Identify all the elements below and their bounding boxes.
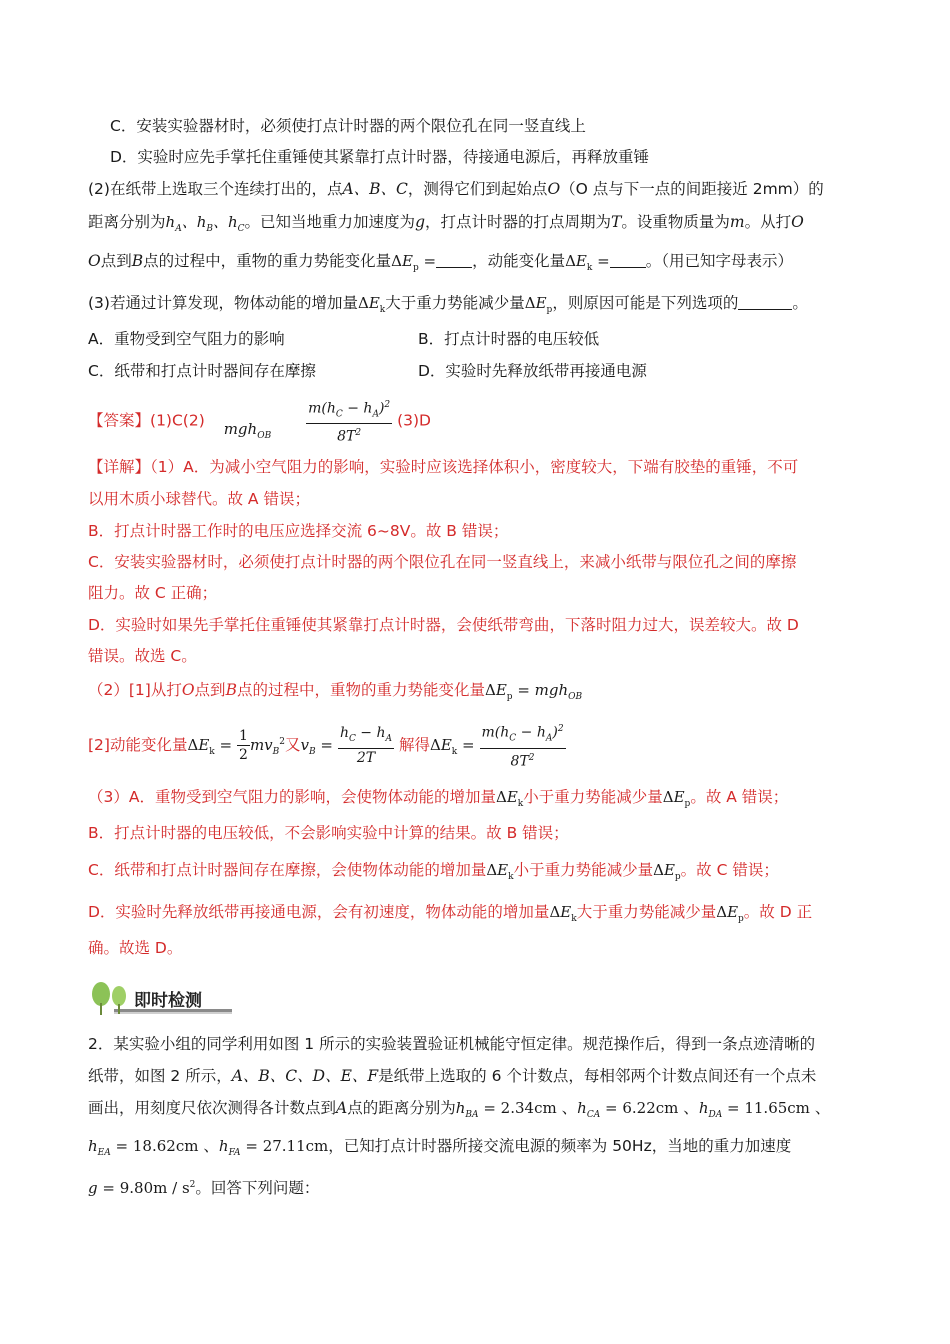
q3-option-d: D．实验时先释放纸带再接通电源: [418, 362, 647, 380]
q3-option-c: C．纸带和打点计时器间存在摩擦: [88, 362, 316, 380]
blank-ek: [610, 253, 646, 268]
option-d: D．实验时应先手掌托住重锤使其紧靠打点计时器，待接通电源后，再释放重锤: [110, 148, 649, 166]
question-2-line-2: 距离分别为$h_A$、$h_B$、$h_C$。已知当地重力加速度为g，打点计时器的打点周期为T。设重物质量为m。从打O: [88, 213, 804, 234]
detail-ek-formula: $\frac{m(h_C - h_A)^2}{8T^2}$: [480, 720, 566, 770]
option-c: C．安装实验器材时，必须使打点计时器的两个限位孔在同一竖直线上: [110, 117, 586, 135]
answer-label: 【答案】: [88, 411, 151, 430]
detail-line-7: 错误。故选 C。: [88, 647, 197, 665]
detail-line-1: 【详解】（1）A．为减小空气阻力的影响，实验时应该选择体积小，密度较大，下端有胶垫的重锤，不可: [88, 458, 799, 476]
q3-option-b: B．打点计时器的电压较低: [418, 330, 600, 348]
detail-line-13: D．实验时先释放纸带再接通电源，会有初速度，物体动能的增加量$\Delta E_k$大于重力势能减少量$\Delta E_p$。故 D 正: [88, 903, 813, 924]
detail-line-9: [2]动能变化量$\Delta E_k$ = $\frac{1}{2}$ $mv_B^2$又$v_B$ = $\frac{h_C - h_A}{2T}$ 解得$\Delta E_k$ = $\frac{m(h_C - h_A)^2}{8T^2}$: [88, 720, 566, 774]
detail-line-2: 以用木质小球替代。故 A 错误；: [88, 490, 310, 508]
q3-option-a: A．重物受到空气阻力的影响: [88, 330, 285, 348]
blank-ep: [436, 253, 472, 268]
detail-line-12: C．纸带和打点计时器间存在摩擦，会使物体动能的增加量$\Delta E_k$小于重力势能减少量$\Delta E_p$。故 C 错误；: [88, 861, 779, 882]
question-2-line-1: (2)在纸带上选取三个连续打出的，点A、B、C，测得它们到起始点O（O 点与下一点的间距接近 2mm）的: [88, 180, 824, 198]
question-2-line-3: O点到B点的过程中，重物的重力势能变化量$\Delta E_p$ = ，动能变化量$\Delta E_k$ = 。（用已知字母表示）: [88, 252, 793, 273]
section-badge-label: 即时检测: [134, 991, 202, 1011]
detail-label: 【详解】: [88, 458, 151, 476]
detail-line-11: B．打点计时器的电压较低，不会影响实验中计算的结果。故 B 错误；: [88, 824, 569, 842]
answer-ek-formula: $\frac{m(h_C - h_A)^2}{8T^2}$: [306, 396, 392, 446]
q2-line-1: 2．某实验小组的同学利用如图 1 所示的实验装置验证机械能守恒定律。规范操作后，得到一条点迹清晰的: [88, 1035, 816, 1053]
detail-line-3: B．打点计时器工作时的电压应选择交流 6~8V。故 B 错误；: [88, 522, 509, 540]
q2-line-3: 画出，用刻度尺依次测得各计数点到A点的距离分别为$h_{BA} = 2.34cm$ 、$h_{CA} = 6.22cm$ 、$h_{DA} = 11.65cm$ 、: [88, 1099, 831, 1120]
q2-line-2: 纸带，如图 2 所示，A、B、C、D、E、F是纸带上选取的 6 个计数点，每相邻两个计数点间还有一个点未: [88, 1067, 817, 1085]
q2-line-4: $h_{EA} = 18.62cm$ 、$h_{FA} = 27.11cm$，已知打点计时器所接交流电源的频率为 50Hz，当地的重力加速度: [88, 1137, 792, 1158]
q2-line-5: $g = 9.80m / s^2$。回答下列问题：: [88, 1179, 320, 1197]
detail-line-4: C．安装实验器材时，必须使打点计时器的两个限位孔在同一竖直线上，来减小纸带与限位孔之间的摩擦: [88, 553, 797, 571]
detail-line-6: D．实验时如果先手掌托住重锤使其紧靠打点计时器，会使纸带弯曲，下落时阻力过大，误差较大。故 D: [88, 616, 799, 634]
detail-line-14: 确。故选 D。: [88, 939, 183, 957]
question-3-stem: (3)若通过计算发现，物体动能的增加量$\Delta E_k$大于重力势能减少量$\Delta E_p$，则原因可能是下列选项的 。: [88, 294, 808, 315]
answer-line: 【答案】(1)C(2) mgh$_{OB}$ $\frac{m(h_C - h_A)^2}{8T^2}$ (3)D: [88, 396, 431, 449]
detail-line-8: （2）[1]从打O点到B点的过程中，重物的重力势能变化量$\Delta E_p = mgh_{OB}$: [88, 681, 583, 702]
detail-line-10: （3）A．重物受到空气阻力的影响，会使物体动能的增加量$\Delta E_k$小于重力势能减少量$\Delta E_p$。故 A 错误；: [88, 788, 789, 809]
detail-line-5: 阻力。故 C 正确；: [88, 584, 218, 602]
blank-choice: [738, 295, 792, 310]
section-badge: [88, 979, 234, 1019]
